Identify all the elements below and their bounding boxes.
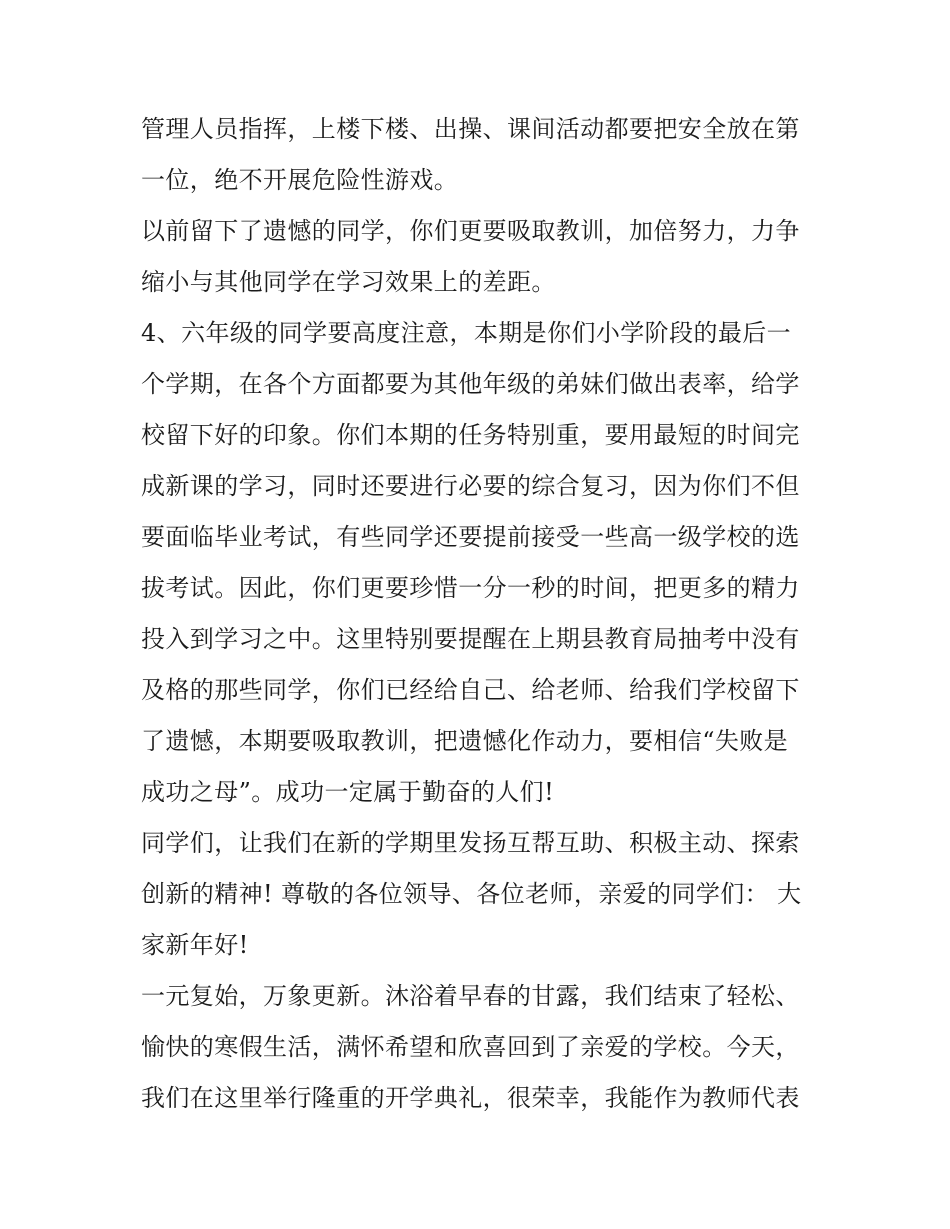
text-line: 拔考试。因此，你们更要珍惜一分一秒的时间，把更多的精力 (141, 574, 800, 602)
body-text (141, 104, 816, 1124)
text-line: 一元复始，万象更新。沐浴着早春的甘露，我们结束了轻松、 (141, 982, 800, 1010)
text-line: 校留下好的印象。你们本期的任务特别重，要用最短的时间完 (141, 421, 800, 449)
text-line: 一位，绝不开展危险性游戏。 (141, 166, 459, 194)
paragraph-regret (141, 206, 816, 308)
text-line: 创新的精神! 尊敬的各位领导、各位老师，亲爱的同学们： 大 (141, 880, 802, 908)
text-line: 家新年好! (141, 931, 249, 959)
text-line: 投入到学习之中。这里特别要提醒在上期县教育局抽考中没有 (141, 625, 800, 653)
text-line: 同学们，让我们在新的学期里发扬互帮互助、积极主动、探索 (141, 829, 800, 857)
text-line: 4、六年级的同学要高度注意，本期是你们小学阶段的最后一 (141, 319, 792, 347)
text-line: 及格的那些同学，你们已经给自己、给老师、给我们学校留下 (141, 676, 800, 704)
text-line: 管理人员指挥，上楼下楼、出操、课间活动都要把安全放在第 (141, 115, 800, 143)
text-line: 了遗憾，本期要吸取教训，把遗憾化作动力，要相信“失败是 (141, 727, 789, 755)
text-line: 成功之母”。成功一定属于勤奋的人们! (141, 778, 555, 806)
paragraph-new-year (141, 971, 816, 1124)
paragraph-grade-six (141, 308, 816, 818)
text-line: 缩小与其他同学在学习效果上的差距。 (141, 268, 556, 296)
text-line: 我们在这里举行隆重的开学典礼，很荣幸，我能作为教师代表 (141, 1084, 800, 1112)
text-line: 以前留下了遗憾的同学，你们更要吸取教训，加倍努力，力争 (141, 217, 800, 245)
text-line: 个学期，在各个方面都要为其他年级的弟妹们做出表率，给学 (141, 370, 800, 398)
text-line: 愉快的寒假生活，满怀希望和欣喜回到了亲爱的学校。今天， (141, 1033, 800, 1061)
text-line: 成新课的学习，同时还要进行必要的综合复习，因为你们不但 (141, 472, 800, 500)
paragraph-safety (141, 104, 816, 206)
text-line: 要面临毕业考试，有些同学还要提前接受一些高一级学校的选 (141, 523, 800, 551)
paragraph-greeting (141, 818, 816, 971)
